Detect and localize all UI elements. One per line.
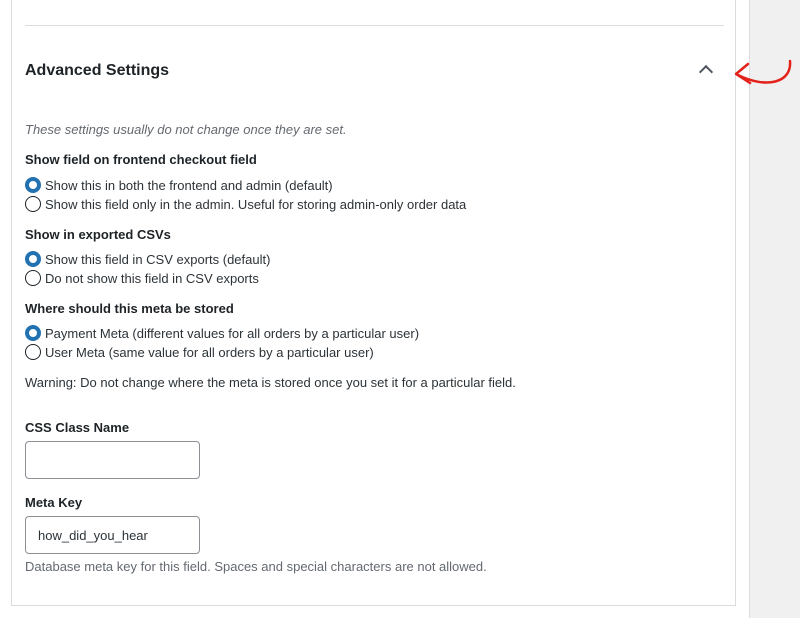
css-class-input[interactable] <box>25 441 200 479</box>
radio-payment-meta[interactable] <box>25 324 419 342</box>
storage-group-label: Where should this meta be stored <box>25 301 234 316</box>
radio-button[interactable] <box>25 344 41 360</box>
section-description: These settings usually do not change once they are set. <box>25 122 347 137</box>
collapse-toggle-button[interactable] <box>694 58 726 90</box>
radio-label: Payment Meta (different values for all orders by a particular user) <box>45 325 420 341</box>
radio-label: User Meta (same value for all orders by a particular user) <box>45 344 374 360</box>
radio-label: Show this field only in the admin. Useful for storing admin-only order data <box>45 196 467 212</box>
radio-csv-hide[interactable] <box>25 269 259 287</box>
section-divider <box>25 25 724 26</box>
meta-key-input[interactable] <box>25 516 200 554</box>
storage-warning: Warning: Do not change where the meta is stored once you set it for a particular field. <box>25 375 516 390</box>
radio-label: Show this in both the frontend and admin (default) <box>45 177 333 193</box>
radio-label: Do not show this field in CSV exports <box>45 270 259 286</box>
radio-user-meta[interactable] <box>25 343 374 361</box>
radio-frontend-both[interactable] <box>25 176 333 194</box>
curved-arrow-icon <box>726 55 796 97</box>
radio-button[interactable] <box>25 270 41 286</box>
css-class-label: CSS Class Name <box>25 420 130 435</box>
radio-button-checked[interactable] <box>25 251 41 267</box>
radio-button-checked[interactable] <box>25 177 41 193</box>
radio-label: Show this field in CSV exports (default) <box>45 251 271 267</box>
meta-key-help: Database meta key for this field. Spaces and special characters are not allowed. <box>25 559 487 574</box>
meta-key-label: Meta Key <box>25 495 83 510</box>
csv-group-label: Show in exported CSVs <box>25 227 171 242</box>
radio-button-checked[interactable] <box>25 325 41 341</box>
chevron-up-icon[interactable] <box>699 65 713 79</box>
section-title: Advanced Settings <box>25 62 170 79</box>
radio-button[interactable] <box>25 196 41 212</box>
frontend-group-label: Show field on frontend checkout field <box>25 152 257 167</box>
radio-csv-show[interactable] <box>25 250 270 268</box>
radio-frontend-admin-only[interactable] <box>25 195 466 213</box>
